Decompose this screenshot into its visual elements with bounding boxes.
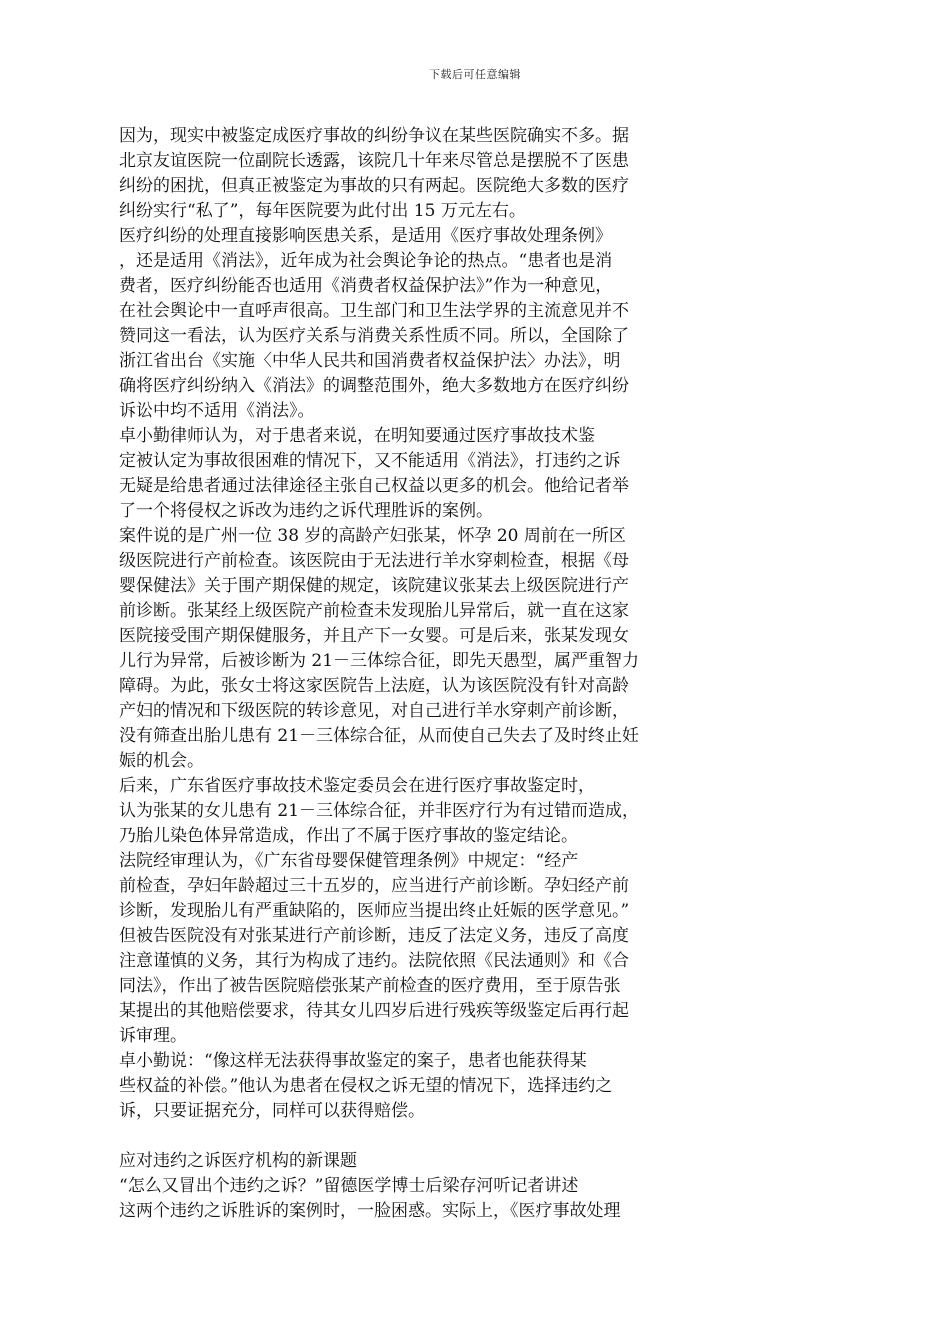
- text-line: “怎么又冒出个违约之诉？”留德医学博士后梁存河听记者讲述: [119, 1176, 579, 1196]
- text-line: 诉审理。: [119, 1026, 187, 1046]
- text-line: 但被告医院没有对张某进行产前诊断，违反了法定义务，违反了高度: [119, 926, 629, 946]
- text-line: 费者，医疗纠纷能否也适用《消费者权益保护法》”作为一种意见，: [119, 276, 613, 296]
- text-line: 诉讼中均不适用《消法》。: [119, 401, 315, 421]
- text-line: 障碍。为此，张女士将这家医院告上法庭，认为该医院没有针对高龄: [119, 676, 629, 696]
- text-line: 某提出的其他赔偿要求，待其女儿四岁后进行残疾等级鉴定后再行起: [119, 1001, 629, 1021]
- text-line: 纠纷的困扰，但真正被鉴定为事故的只有两起。医院绝大多数的医疗: [119, 176, 629, 196]
- text-line: 医疗纠纷的处理直接影响医患关系，是适用《医疗事故处理条例》: [119, 226, 612, 246]
- text-line: 确将医疗纠纷纳入《消法》的调整范围外，绝大多数地方在医疗纠纷: [119, 376, 629, 396]
- text-line: 儿行为异常，后被诊断为 21－三体综合征，即先天愚型，属严重智力: [119, 651, 640, 671]
- text-line: 在社会舆论中一直呼声很高。卫生部门和卫生法学界的主流意见并不: [119, 301, 629, 321]
- text-line: 注意谨慎的义务，其行为构成了违约。法院依照《民法通则》和《合: [119, 951, 629, 971]
- text-line: 乃胎儿染色体异常造成，作出了不属于医疗事故的鉴定结论。: [119, 826, 578, 846]
- blank-line: [119, 1124, 839, 1149]
- text-line: 纠纷实行“私了”，每年医院要为此付出 15 万元左右。: [119, 201, 526, 221]
- page-header: 下载后可任意编辑: [429, 68, 521, 81]
- text-line: 应对违约之诉医疗机构的新课题: [119, 1151, 357, 1171]
- text-line: 产妇的情况和下级医院的转诊意见，对自己进行羊水穿刺产前诊断，: [119, 701, 629, 721]
- text-line: 婴保健法》关于围产期保健的规定，该院建议张某去上级医院进行产: [119, 576, 629, 596]
- text-line: 了一个将侵权之诉改为违约之诉代理胜诉的案例。: [119, 501, 493, 521]
- text-line: 案件说的是广州一位 38 岁的高龄产妇张某，怀孕 20 周前在一所区: [119, 526, 626, 546]
- text-line: 浙江省出台《实施〈中华人民共和国消费者权益保护法〉办法》，明: [119, 351, 621, 371]
- text-line: 北京友谊医院一位副院长透露，该院几十年来尽管总是摆脱不了医患: [119, 151, 629, 171]
- text-line: 前诊断。张某经上级医院产前检查未发现胎儿异常后，就一直在这家: [119, 601, 629, 621]
- text-line: 些权益的补偿。”他认为患者在侵权之诉无望的情况下，选择违约之: [119, 1076, 613, 1096]
- text-line: 诊断，发现胎儿有严重缺陷的，医师应当提出终止妊娠的医学意见。”: [119, 901, 630, 921]
- text-line: 认为张某的女儿患有 21－三体综合征，并非医疗行为有过错而造成，: [119, 801, 640, 821]
- text-line: 无疑是给患者通过法律途径主张自己权益以更多的机会。他给记者举: [119, 476, 629, 496]
- text-line: 赞同这一看法，认为医疗关系与消费关系性质不同。所以，全国除了: [119, 326, 629, 346]
- text-line: 卓小勤说：“像这样无法获得事故鉴定的案子，患者也能获得某: [119, 1051, 587, 1071]
- text-line: 没有筛查出胎儿患有 21－三体综合征，从而使自己失去了及时终止妊: [119, 726, 640, 746]
- text-line: 诉，只要证据充分，同样可以获得赔偿。: [119, 1101, 425, 1121]
- text-line: 这两个违约之诉胜诉的案例时，一脸困惑。实际上，《医疗事故处理: [119, 1201, 621, 1221]
- text-line: 级医院进行产前检查。该医院由于无法进行羊水穿刺检查，根据《母: [119, 551, 629, 571]
- document-body: [119, 124, 839, 1224]
- text-line: 前检查，孕妇年龄超过三十五岁的，应当进行产前诊断。孕妇经产前: [119, 876, 629, 896]
- text-line: ，还是适用《消法》，近年成为社会舆论争论的热点。“患者也是消: [119, 251, 613, 271]
- text-line: 同法》，作出了被告医院赔偿张某产前检查的医疗费用，至于原告张: [119, 976, 621, 996]
- text-line: 娠的机会。: [119, 751, 204, 771]
- text-line: 卓小勤律师认为，对于患者来说，在明知要通过医疗事故技术鉴: [119, 426, 595, 446]
- text-line: 法院经审理认为，《广东省母婴保健管理条例》中规定：“经产: [119, 851, 579, 871]
- text-line: 后来，广东省医疗事故技术鉴定委员会在进行医疗事故鉴定时，: [119, 776, 595, 796]
- text-line: 医院接受围产期保健服务，并且产下一女婴。可是后来，张某发现女: [119, 626, 629, 646]
- text-line: 因为，现实中被鉴定成医疗事故的纠纷争议在某些医院确实不多。据: [119, 126, 629, 146]
- text-line: 定被认定为事故很困难的情况下，又不能适用《消法》，打违约之诉: [119, 451, 621, 471]
